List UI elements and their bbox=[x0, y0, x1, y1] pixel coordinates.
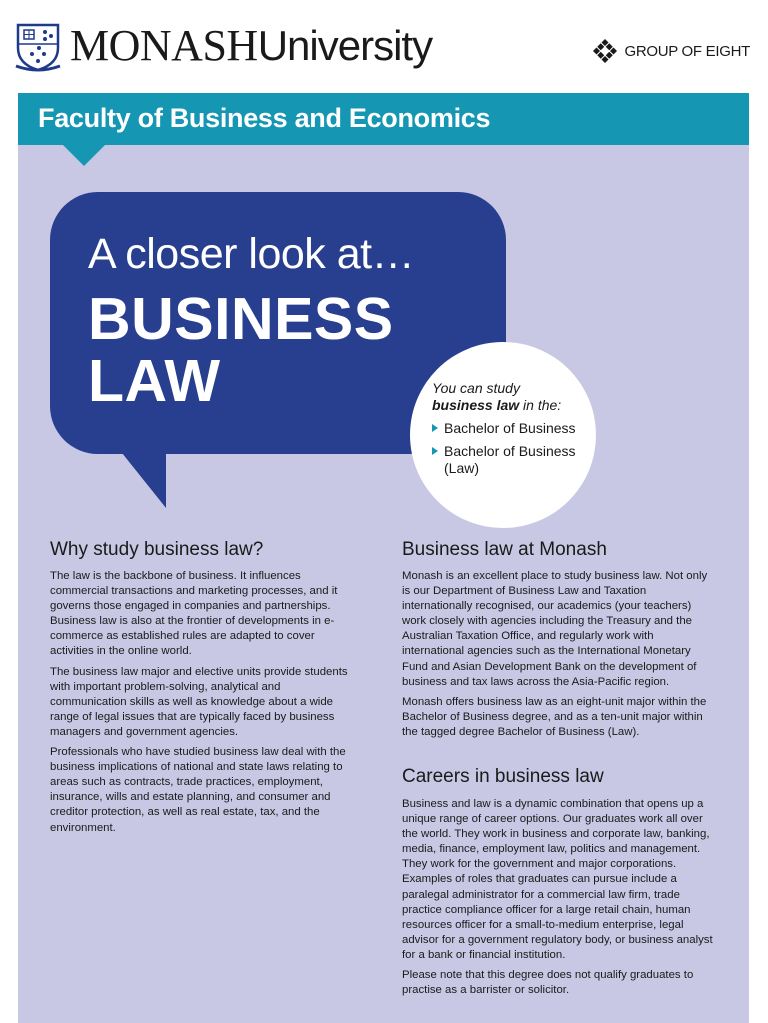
why-paragraph: Professionals who have studied business law deal with the business implications of national and state laws relating to areas such as contracts, trade practices, employment, insurance, wills and estate planning, and consumer and creditor protection, as well as real estate, tax, and the environment. bbox=[50, 746, 346, 834]
degree-label: Bachelor of Business bbox=[444, 420, 576, 436]
callout-line2 bbox=[432, 397, 561, 414]
careers-heading: Careers in business law bbox=[402, 766, 604, 787]
hero-title-line1: BUSINESS bbox=[88, 286, 394, 352]
group-label: GROUP OF EIGHT bbox=[624, 42, 750, 60]
monash-paragraph: Monash is an excellent place to study business law. Not only is our Department of Business Law and Taxation internationally recognised, our academics (your teachers) work closely with agencies including the Treasury and the Australian Taxation Office, and regularly work with international agencies such as the International Monetary Fund and Asian Development Bank on the development of business and tax laws across the Asia-Pacific region. bbox=[402, 570, 708, 688]
degree-list bbox=[432, 420, 582, 483]
hero-intro: A closer look at… bbox=[88, 230, 415, 278]
banner-pointer bbox=[62, 144, 106, 166]
hero-title bbox=[88, 288, 394, 412]
why-body bbox=[50, 569, 358, 841]
group-of-eight-logo bbox=[592, 38, 750, 64]
careers-body bbox=[402, 797, 718, 1003]
faculty-banner bbox=[18, 93, 749, 145]
diamond-cluster-icon bbox=[592, 38, 618, 64]
page-header bbox=[0, 0, 768, 92]
why-paragraph: The business law major and elective units provide students with important problem-solving, analytical and communication skills as well as knowledge about a wide range of legal issues that are typically faced by business managers and government agencies. bbox=[50, 665, 348, 738]
careers-paragraph: Please note that this degree does not qualify graduates to practise as a barrister or solicitor. bbox=[402, 969, 694, 997]
monash-wordmark bbox=[70, 20, 432, 71]
monash-crest-logo bbox=[15, 22, 61, 72]
careers-paragraph: Business and law is a dynamic combination that opens up a unique range of career options. Our graduates work all over the world. They work in business and corporate law, banking, media, finance, employment law, politics and management. They work for the government and major corporations. Examples of roles that graduates can pursue include a paralegal administrator for a commercial law firm, trade practice compliance officer for a large retail chain, human resources officer for a small-to-medium enterprise, legal advisor for a government regulatory body, or business analyst for a bank or financial institution. bbox=[402, 798, 713, 961]
triangle-bullet-icon bbox=[432, 424, 438, 432]
faculty-title: Faculty of Business and Economics bbox=[38, 103, 491, 133]
degree-item bbox=[432, 420, 582, 437]
callout-line2-rest: in the: bbox=[519, 397, 562, 413]
monash-body bbox=[402, 569, 718, 745]
triangle-bullet-icon bbox=[432, 447, 438, 455]
why-paragraph: The law is the backbone of business. It influences commercial transactions and marketing processes, and it governs those engaged in companies and partnerships. Business law is also at the frontier of developments in e-commerce as established rules are adapted to cover activities in the online world. bbox=[50, 570, 338, 658]
why-heading: Why study business law? bbox=[50, 539, 264, 560]
speech-bubble-tail bbox=[118, 448, 166, 508]
callout-line1: You can study bbox=[432, 380, 520, 396]
hero-title-line2: LAW bbox=[88, 348, 221, 414]
brand-name: MONASH bbox=[70, 21, 258, 70]
monash-heading: Business law at Monash bbox=[402, 539, 607, 560]
brand-suffix: University bbox=[257, 22, 433, 69]
degree-label: Bachelor of Business (Law) bbox=[444, 443, 576, 476]
monash-paragraph: Monash offers business law as an eight-unit major within the Bachelor of Business degree, and as a ten-unit major within the tagged degree Bachelor of Business (Law). bbox=[402, 695, 707, 738]
callout-bold: business law bbox=[432, 397, 520, 413]
callout-intro bbox=[432, 380, 561, 414]
degree-item bbox=[432, 443, 582, 477]
